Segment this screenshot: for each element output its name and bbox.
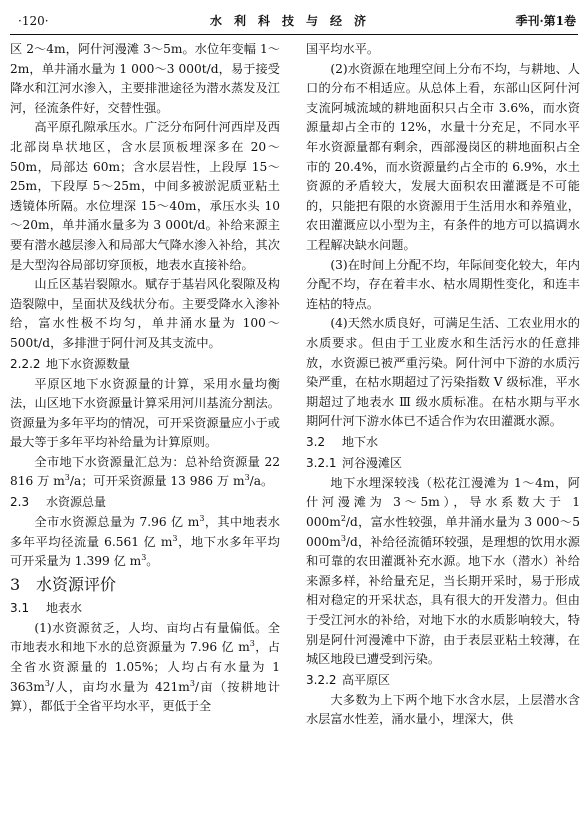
left-column (10, 40, 280, 717)
paragraph: 全市地下水资源量汇总为：总补给资源量 22 816 万 $m^3/a$；可开采资源量 13 986 万 $m^3/a$。 (10, 454, 280, 489)
section-heading-2-2-2: 2.2.2 地下水资源数量 (10, 356, 131, 371)
section-heading-3-2-1: 3.2.1 河谷漫滩区 (306, 455, 403, 470)
right-column (306, 40, 580, 730)
paragraph: 山丘区基岩裂隙水。赋存于基岩风化裂隙及构造裂隙中，呈面状及线状分布。主要受降水入渗补给，富水性极不均匀，单井涌水量为 100～500t/d，多排泄于阿什河及其支流中。 (10, 277, 280, 350)
journal-title: 水利科技与经济 (209, 14, 378, 28)
paragraph: (4)天然水质良好，可满足生活、工农业用水的水质要求。但由于工业废水和生活污水的任意排放，水资源已被严重污染。阿什河中下游的水质污染严重，在枯水期超过了污染指数 V 级标准，平水期超过了地表水 Ⅲ 级水质标准。在枯水期与平水期阿什河下游水体已不适合作为农田灌溉水源。 (306, 316, 580, 429)
paragraph: 国平均水平。 (306, 42, 380, 56)
section-heading-2-3: 2.3 水资源总量 (10, 495, 107, 510)
page-number: ·120· (18, 14, 49, 28)
paragraph: (2)水资源在地理空间上分布不均，与耕地、人口的分布不相适应。从总体上看，东部山区阿什河支流阿城流域的耕地面积只占全市 3.6%，而水资源量却占全市的 12%，水量十分充足，不同水平年水资源量都有剩余，西部漫岗区的耕地面积占全市的 20.4%，而水资源量约占全市的 6.9%，水土资源的矛盾较大，发展大面积农田灌溉是不可能的，只能把有限的水资源用于生活用水和养殖业，农田灌溉应以小型为主，有条件的地方可以搞调水工程解决缺水问题。 (306, 61, 580, 252)
paragraph: 地下水埋深较浅（松花江漫滩为 1～4m，阿什河漫滩为 3～5m），导水系数大于 1 $000m^2/d$，富水性较强，单井涌水量为 3 000～5 $000m^3/d$，补给径流循环较强，是理想的饮用水源和可靠的农田灌溉补充水源。地下水（潜水）补给来源多样，补给量充足，当长期开采时，易于形成相对稳定的开采状态，具有很大的开发潜力。但由于受江河水的补给，对地下水的水质影响较大，特别是阿什河漫滩中下游，由于表层亚粘土较薄，在城区地段已遭受到污染。 (306, 475, 580, 667)
paragraph: 大多数为上下两个地下水含水层，上层潜水含水层富水性差，涌水量小，埋深大，供 (306, 692, 580, 727)
paragraph: 平原区地下水资源量的计算，采用水量均衡法，山区地下水资源量计算采用河川基流分割法。资源量为多年平均的情况，可开采资源量应小于或最大等于多年平均补给量为计算原则。 (10, 376, 280, 450)
section-heading-3-1: 3.1 地表水 (10, 600, 83, 615)
paragraph: (1)水资源贫乏，人均、亩均占有量偏低。全市地表水和地下水的总资源量为 7.96 亿 $m^3$，占全省水资源量的 1.05%；人均占有水量为 1 $363m^3/$人，亩均水量为 $421m^3/$亩（按耕地计算），都低于全省平均水平，更低于全 (10, 620, 280, 714)
page-header (10, 8, 578, 35)
section-heading-3-2-2: 3.2.2 高平原区 (306, 672, 391, 687)
paragraph: (3)在时间上分配不均，年际间变化较大，年内分配不均，存在着丰水、枯水周期性变化，和连丰连枯的特点。 (306, 257, 580, 311)
paragraph: 区 2～4m，阿什河漫滩 3～5m。水位年变幅 1～2m，单井涌水量为 1 000～3 000t/d，易于接受降水和江河水渗入，主要排泄途径为潜水蒸发及江河，径流条件好，交替性强。 (10, 42, 280, 115)
issue-label: 季刊·第1卷 (515, 14, 576, 28)
paragraph: 全市水资源总量为 7.96 亿 $m^3$，其中地表水多年平均径流量 6.561 亿 $m^3$，地下水多年平均可开采量为 1.399 亿 $m^3$。 (10, 514, 280, 569)
section-heading-3-2: 3.2 地下水 (306, 434, 379, 449)
paragraph: 高平原孔隙承压水。广泛分布阿什河西岸及西北部岗阜状地区，含水层顶板埋深多在 20～50m，局部达 60m；含水层岩性，上段厚 15～25m，下段厚 5～25m，中间多被淤泥质亚粘土透镜体所隔。水位埋深 15～40m，承压水头 10～20m，单井涌水量多为 3 000t/d。补给来源主要有潜水越层渗入和局部大气降水渗入补给，其次是大型沟谷局部切穿顶板，地表水直接补给。 (10, 120, 280, 272)
section-heading-3: 3 水资源评价 (10, 574, 117, 594)
